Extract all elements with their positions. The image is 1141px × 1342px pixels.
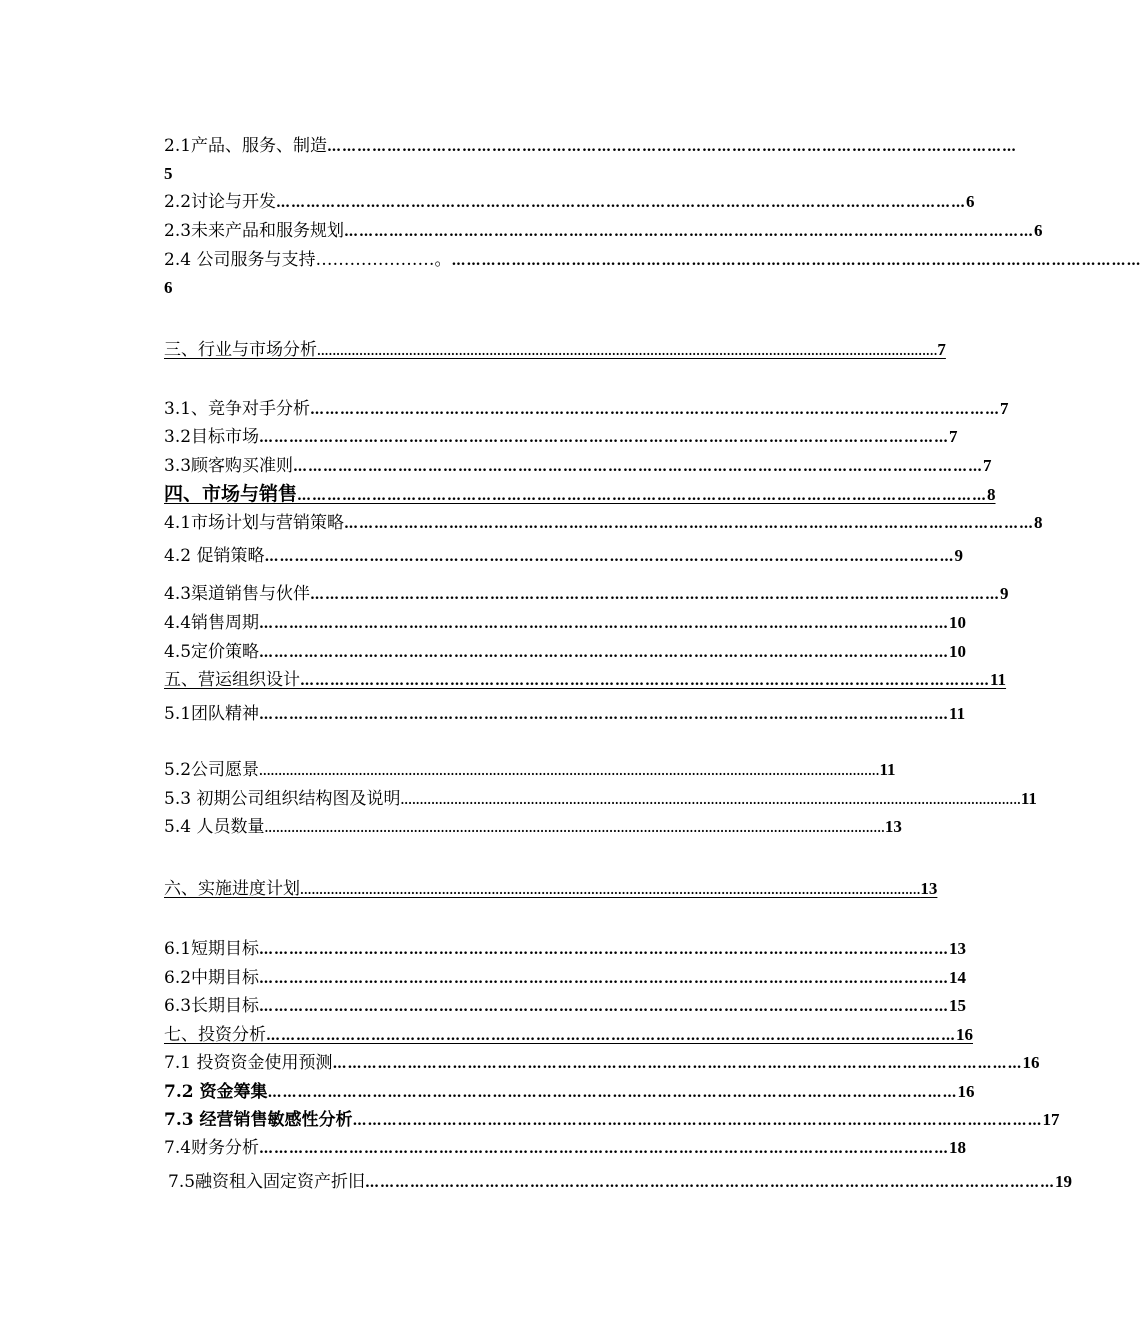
toc-entry[interactable] [164,511,1043,536]
toc-entry-label: 4.4销售周期 [164,613,260,633]
toc-entry[interactable] [164,966,967,991]
toc-leader: ………………………………………………………………………………………………………………………… [300,673,990,689]
toc-leader: ………………………………………………………………………………………………………………………… [297,488,988,504]
toc-entry[interactable] [164,454,992,479]
toc-section-label: 六、实施进度计划 [164,879,300,899]
toc-leader: .................................................................................................................................................................. [259,765,880,778]
toc-entry[interactable] [164,758,896,784]
toc-section[interactable] [164,482,996,508]
toc-section-label: 七、投资分析 [164,1025,266,1045]
toc-entry[interactable] [164,937,967,962]
toc-leader: .................................................................................................................................................................. [300,884,921,897]
toc-entry[interactable] [164,787,1037,813]
toc-entry-label: 5.2公司愿景 [164,760,260,780]
toc-entry-page: 11 [1020,789,1037,808]
toc-entry-page: 16 [957,1082,975,1101]
toc-entry-page: 7 [937,340,946,359]
toc-leader: .................................................................................................................................................................. [317,345,938,358]
toc-leader: ………………………………………………………………………………………………………………………… [259,707,950,723]
toc-entry[interactable] [164,994,967,1019]
toc-entry-label: 6.1短期目标 [164,939,260,959]
toc-entry-label: 5.1团队精神 [164,704,260,724]
toc-section[interactable] [164,877,938,903]
toc-entry-label: 3.1、竞争对手分析 [164,399,311,419]
toc-entry-page: 18 [949,1138,967,1157]
toc-leader: ………………………………………………………………………………………………………………………… [266,1028,956,1044]
toc-leader: ………………………………………………………………………………………………………………………… [451,253,1141,269]
toc-entry-label: 7.5融资租入固定资产折旧 [168,1172,366,1192]
toc-entry-label: 4.2 促销策略 [164,546,265,566]
toc-leader: ………………………………………………………………………………………………………………………… [293,459,984,475]
toc-entry-page: 6 [1034,221,1043,240]
toc-entry[interactable] [164,425,958,450]
toc-entry-page: 11 [990,670,1007,689]
toc-entry-page: 11 [949,704,966,723]
toc-entry-label: 5.3 初期公司组织结构图及说明 [164,789,401,809]
toc-entry-page: 7 [983,456,992,475]
toc-entry-label: 3.2目标市场 [164,427,260,447]
toc-leader: ………………………………………………………………………………………………………………………… [259,971,950,987]
toc-entry-label: 6.2中期目标 [164,968,260,988]
toc-entry[interactable] [164,702,966,727]
toc-entry-label: 7.3 经营销售敏感性分析 [164,1110,353,1130]
toc-entry-label: 3.3顾客购买准则 [164,456,294,476]
toc-entry-page: 19 [1055,1172,1073,1191]
toc-leader: ………………………………………………………………………………………………………………………… [365,1175,1056,1191]
toc-entry-label: 7.1 投资资金使用预测 [164,1053,333,1073]
toc-section[interactable] [164,338,946,364]
toc-entry-page: 8 [987,485,996,504]
toc-leader: ………………………………………………………………………………………………………………………… [352,1113,1043,1129]
toc-section-label: 三、行业与市场分析 [164,340,317,360]
toc-entry[interactable] [164,190,975,215]
toc-leader: ………………………………………………………………………………………………………………………… [259,999,950,1015]
toc-leader: ………………………………………………………………………………………………………………………… [267,1085,958,1101]
toc-entry[interactable] [164,1136,967,1161]
toc-entry-page: 10 [949,613,967,632]
toc-entry-label: 2.4 公司服务与支持…………………。 [164,250,452,270]
toc-entry-page: 9 [954,546,963,565]
toc-leader: ………………………………………………………………………………………………………………………… [264,549,955,565]
toc-entry-label: 2.2讨论与开发 [164,192,277,212]
toc-entry-label: 4.3渠道销售与伙伴 [164,584,311,604]
toc-entry[interactable] [168,1170,1073,1195]
toc-entry-page: 13 [920,879,938,898]
toc-entry[interactable] [164,611,967,636]
toc-entry-page: 6 [966,192,975,211]
toc-entry-page: 13 [884,817,902,836]
toc-entry-page: 16 [956,1025,973,1044]
toc-entry-page: 5 [164,164,173,183]
toc-entry[interactable] [164,248,1141,273]
toc-entry-page: 13 [949,939,967,958]
toc-entry-label: 5.4 人员数量 [164,817,265,837]
toc-leader: ………………………………………………………………………………………………………………………… [310,402,1001,418]
toc-entry[interactable] [164,134,1018,159]
toc-leader: ………………………………………………………………………………………………………………………… [327,139,1018,155]
toc-entry-label: 7.4财务分析 [164,1138,260,1158]
toc-entry-page: 6 [164,278,173,297]
toc-entry[interactable] [164,582,1009,607]
toc-leader: ………………………………………………………………………………………………………………………… [344,516,1035,532]
toc-entry-page: 8 [1034,513,1043,532]
toc-entry-page: 11 [879,760,896,779]
toc-entry-label: 7.2 资金筹集 [164,1082,268,1102]
toc-entry[interactable] [164,219,1043,244]
toc-entry[interactable] [164,640,967,665]
toc-entry-page: 10 [949,642,967,661]
toc-leader: .................................................................................................................................................................. [400,794,1021,807]
toc-entry[interactable] [164,815,902,841]
toc-entry[interactable] [164,1051,1040,1076]
toc-section-label: 五、营运组织设计 [164,670,300,690]
toc-leader: ………………………………………………………………………………………………………………………… [259,1141,950,1157]
toc-entry-label: 4.1市场计划与营销策略 [164,513,345,533]
toc-leader: ………………………………………………………………………………………………………………………… [259,942,950,958]
toc-entry[interactable] [164,1080,975,1105]
toc-entry-label: 2.3未来产品和服务规划 [164,221,345,241]
toc-leader: ………………………………………………………………………………………………………………………… [259,645,950,661]
toc-entry-page: 9 [1000,584,1009,603]
toc-leader: ………………………………………………………………………………………………………………………… [332,1056,1023,1072]
toc-entry-label: 6.3长期目标 [164,996,260,1016]
toc-leader: ………………………………………………………………………………………………………………………… [276,195,967,211]
toc-section-label: 四、市场与销售 [164,483,298,505]
toc-entry-page: 7 [1000,399,1009,418]
toc-entry[interactable] [164,544,963,569]
toc-entry-page: 7 [949,427,958,446]
toc-section[interactable] [164,1023,973,1048]
toc-section[interactable] [164,668,1007,693]
toc-leader: ………………………………………………………………………………………………………………………… [259,430,950,446]
toc-entry-page: 15 [949,996,967,1015]
toc-entry-label: 2.1产品、服务、制造 [164,136,328,156]
toc-leader: ………………………………………………………………………………………………………………………… [259,616,950,632]
toc-entry-page: 14 [949,968,967,987]
toc-leader: .................................................................................................................................................................. [264,822,885,835]
toc-entry[interactable] [164,397,1009,422]
toc-entry-page: 17 [1042,1110,1060,1129]
toc-leader: ………………………………………………………………………………………………………………………… [344,224,1035,240]
toc-leader: ………………………………………………………………………………………………………………………… [310,587,1001,603]
toc-entry-page: 16 [1022,1053,1040,1072]
toc-entry-label: 4.5定价策略 [164,642,260,662]
toc-entry[interactable] [164,1108,1060,1133]
